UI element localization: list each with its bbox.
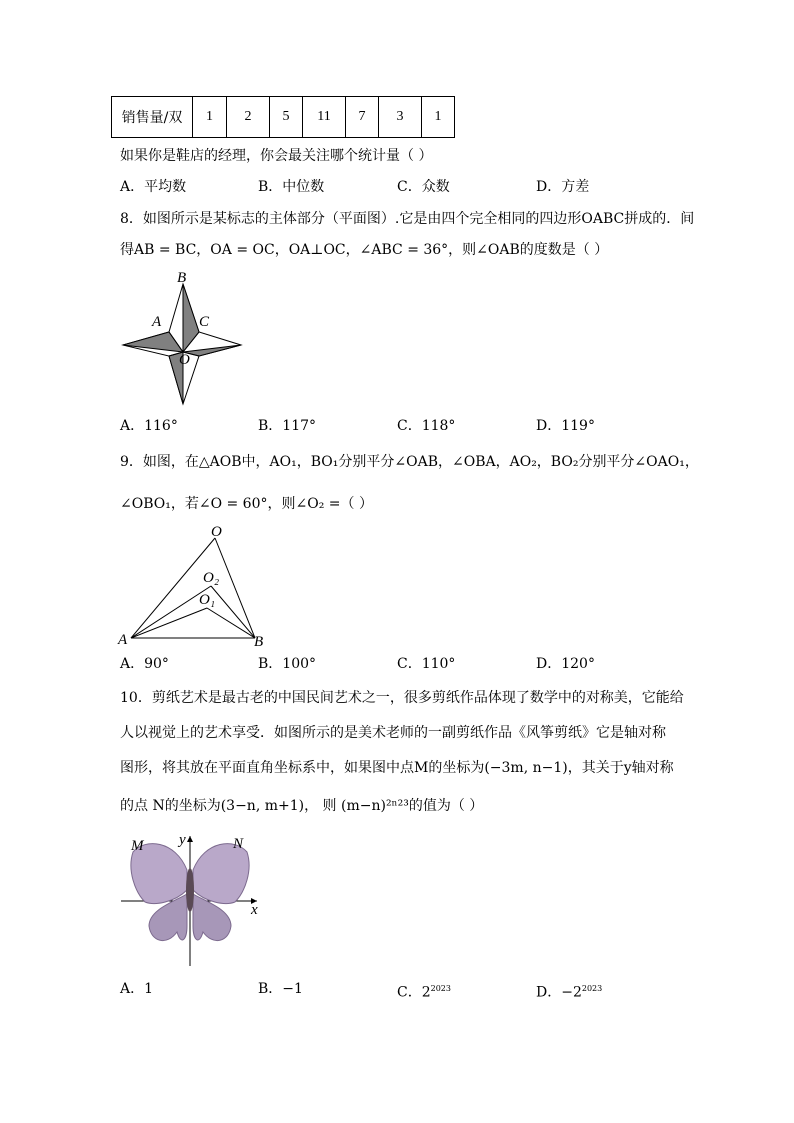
label-b: B xyxy=(177,270,187,286)
q9-option-b: B．100° xyxy=(258,656,317,672)
q10-question-line1: 10．剪纸艺术是最古老的中国民间艺术之一，很多剪纸作品体现了数学中的对称美，它能给 xyxy=(120,690,684,706)
q8-option-a: A．116° xyxy=(120,418,178,434)
label-b: B xyxy=(254,634,264,650)
q8-option-d: D．119° xyxy=(536,418,595,434)
table-cell: 2 xyxy=(227,97,270,138)
q8-question-line2: 得AB = BC，OA = OC，OA⊥OC，∠ABC = 36°，则∠OAB的度数是（ ） xyxy=(120,242,609,258)
q7-option-b: B．中位数 xyxy=(258,179,325,195)
q10-butterfly-figure xyxy=(115,830,265,970)
q10-option-c-text: C．2 xyxy=(397,984,431,1001)
label-o2: O₂ xyxy=(203,570,220,586)
q8-option-b: B．117° xyxy=(258,418,317,434)
q9-option-c: C．110° xyxy=(397,656,456,672)
q8-option-c: C．118° xyxy=(397,418,456,434)
table-cell: 5 xyxy=(270,97,303,138)
table-cell: 1 xyxy=(422,97,455,138)
label-o1: O₁ xyxy=(199,592,216,608)
table-header-cell: 销售量/双 xyxy=(112,97,193,138)
q10-question-line3: 图形，将其放在平面直角坐标系中，如果图中点M的坐标为(−3m, n−1)，其关于y轴对称 xyxy=(120,760,674,776)
label-c: C xyxy=(199,314,210,330)
q10-option-b: B．−1 xyxy=(258,981,303,997)
q10-option-c xyxy=(397,980,451,1002)
table-cell: 1 xyxy=(193,97,227,138)
label-o: O xyxy=(179,352,190,368)
label-o: O xyxy=(211,524,222,540)
label-n: N xyxy=(233,836,244,852)
q9-question-line2: ∠OBO₁，若∠O = 60°，则∠O₂ =（ ） xyxy=(120,496,373,512)
q7-option-d: D．方差 xyxy=(536,179,590,195)
label-y: y xyxy=(179,832,186,848)
q10-option-d-exponent: 2023 xyxy=(581,984,603,993)
q10-option-d-text: D．−2 xyxy=(536,984,582,1001)
table-cell: 3 xyxy=(379,97,422,138)
q9-option-a: A．90° xyxy=(120,656,169,672)
table-cell: 7 xyxy=(346,97,379,138)
table-row xyxy=(112,97,455,138)
q8-star-figure xyxy=(115,268,250,408)
label-a: A xyxy=(152,314,162,330)
q7-option-a: A．平均数 xyxy=(120,179,187,195)
label-x: x xyxy=(251,902,258,918)
q9-question-line1: 9．如图，在△AOB中，AO₁，BO₁分别平分∠OAB，∠OBA，AO₂，BO₂分别平分∠OAO₁， xyxy=(120,454,699,470)
table-cell: 11 xyxy=(303,97,346,138)
q7-option-c: C．众数 xyxy=(397,179,450,195)
q7-question: 如果你是鞋店的经理，你会最关注哪个统计量（ ） xyxy=(120,148,433,164)
q10-question-line4: 的点 N的坐标为(3−n, m+1)， 则 (m−n)²ⁿ²³的值为（ ） xyxy=(120,798,484,814)
q8-question-line1: 8．如图所示是某标志的主体部分（平面图）.它是由四个完全相同的四边形OABC拼成的．间 xyxy=(120,211,695,227)
q9-option-d: D．120° xyxy=(536,656,595,672)
label-a: A xyxy=(118,632,128,648)
q10-option-d xyxy=(536,980,602,1002)
q10-question-line2: 人以视觉上的艺术享受．如图所示的是美术老师的一副剪纸作品《风筝剪纸》它是轴对称 xyxy=(120,725,666,741)
q10-option-c-exponent: 2023 xyxy=(430,984,451,993)
label-m: M xyxy=(131,838,144,854)
q9-triangle-figure xyxy=(115,520,275,650)
sales-table xyxy=(111,96,455,138)
q10-option-a: A．1 xyxy=(120,981,154,997)
